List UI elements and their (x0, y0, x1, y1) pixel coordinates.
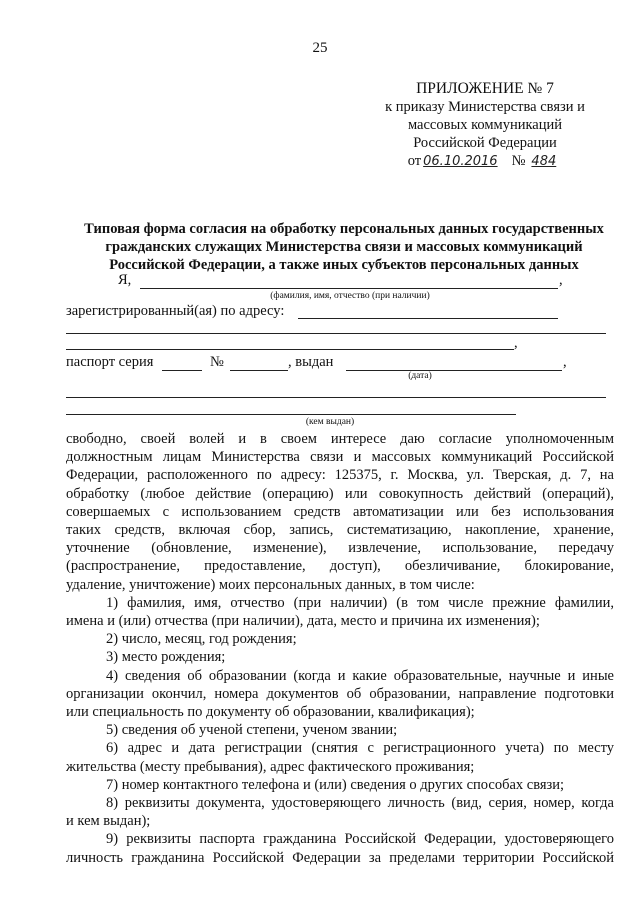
comma: , (514, 335, 518, 351)
list-item: 6) адрес и дата регистрации (снятия с регистрационного учета) по месту (106, 740, 614, 757)
list-item: 3) место рождения; (106, 649, 226, 666)
appendix-header (360, 80, 610, 171)
list-item-cont: организации окончил, номера документов об образовании, направление подготовки (66, 685, 614, 702)
address-field-1[interactable] (298, 318, 558, 319)
date-prefix: от (407, 153, 422, 169)
list-item: 2) число, месяц, год рождения; (106, 631, 297, 648)
order-number: 484 (531, 154, 557, 169)
fio-caption: (фамилия, имя, отчество (при наличии) (270, 291, 430, 301)
address-field-3[interactable] (66, 349, 514, 350)
form-title (64, 220, 624, 274)
title-line: Типовая форма согласия на обработку персональных данных государственных (84, 221, 604, 237)
issued-label: , выдан (288, 354, 334, 370)
title-line: Российской Федерации, а также иных субъектов персональных данных (109, 257, 579, 273)
passport-number-field[interactable] (230, 370, 288, 371)
body-line: уточнение (обновление, изменение), извлечение, использование, передачу (66, 540, 614, 557)
page-number: 25 (312, 40, 328, 56)
body-line: удаление, уничтожение) моих персональных данных, в том числе: (66, 576, 475, 593)
passport-number-label: № (210, 354, 224, 370)
body-line: совершаемых с использованием средств автоматизации или без использования (66, 503, 614, 520)
i-label: Я, (118, 272, 132, 288)
list-item: 9) реквизиты паспорта гражданина Российской Федерации, удостоверяющего (106, 831, 614, 848)
body-line: (распространение, предоставление, доступ), обезличивание, блокирование, (66, 558, 614, 575)
list-item: 8) реквизиты документа, удостоверяющего личность (вид, серия, номер, когда (106, 795, 614, 812)
list-item: 1) фамилия, имя, отчество (при наличии) (в том числе прежние фамилии, (106, 594, 614, 611)
list-item-cont: и кем выдан); (66, 813, 151, 830)
body-line: Федерации, расположенного по адресу: 125375, г. Москва, ул. Тверская, д. 7, на (66, 467, 614, 484)
issued-by-field-1[interactable] (66, 397, 606, 398)
title-line: гражданских служащих Министерства связи и массовых коммуникаций (105, 239, 583, 255)
appendix-line: Российской Федерации (413, 135, 557, 151)
list-item: 7) номер контактного телефона и (или) сведения о других способах связи; (106, 776, 565, 793)
body-line: таких средств, включая сбор, запись, систематизацию, накопление, хранение, (66, 522, 614, 539)
list-item: 4) сведения об образовании (когда и какие образовательные, научные и иные (106, 667, 614, 684)
registered-label: зарегистрированный(ая) по адресу: (66, 303, 285, 319)
list-item-cont: личность гражданина Российской Федерации за пределами территории Российской (66, 849, 614, 866)
fio-field[interactable] (140, 288, 558, 289)
order-date: 06.10.2016 (423, 154, 498, 169)
appendix-line: к приказу Министерства связи и (385, 99, 585, 115)
consent-body (66, 430, 614, 867)
body-line: должностным лицам Министерства связи и массовых коммуникаций Российской (66, 449, 614, 466)
passport-series-field[interactable] (162, 370, 202, 371)
body-line: обработку (любое действие (операцию) или совокупность действий (операций), (66, 485, 614, 502)
order-number-label: № (511, 153, 526, 169)
appendix-title: ПРИЛОЖЕНИЕ № 7 (416, 80, 554, 97)
address-field-2[interactable] (66, 333, 606, 334)
comma: , (559, 272, 563, 288)
passport-series-label: паспорт серия (66, 354, 154, 370)
list-item: 5) сведения об ученой степени, ученом звании; (106, 722, 398, 739)
date-caption: (дата) (408, 371, 432, 381)
appendix-date-line (360, 152, 610, 171)
issued-by-caption: (кем выдан) (305, 417, 355, 427)
appendix-line: массовых коммуникаций (407, 117, 563, 133)
issued-by-field-2[interactable] (66, 414, 516, 415)
list-item-cont: или специальность по документу об образовании, квалификация); (66, 704, 475, 721)
list-item-cont: имена и (или) отчества (при наличии), дата, место и причина их изменения); (66, 613, 540, 630)
comma: , (563, 354, 567, 370)
body-line: свободно, своей волей и в своем интересе даю согласие уполномоченным (66, 431, 614, 447)
list-item-cont: жительства (месту пребывания), адрес фактического проживания; (66, 758, 475, 775)
